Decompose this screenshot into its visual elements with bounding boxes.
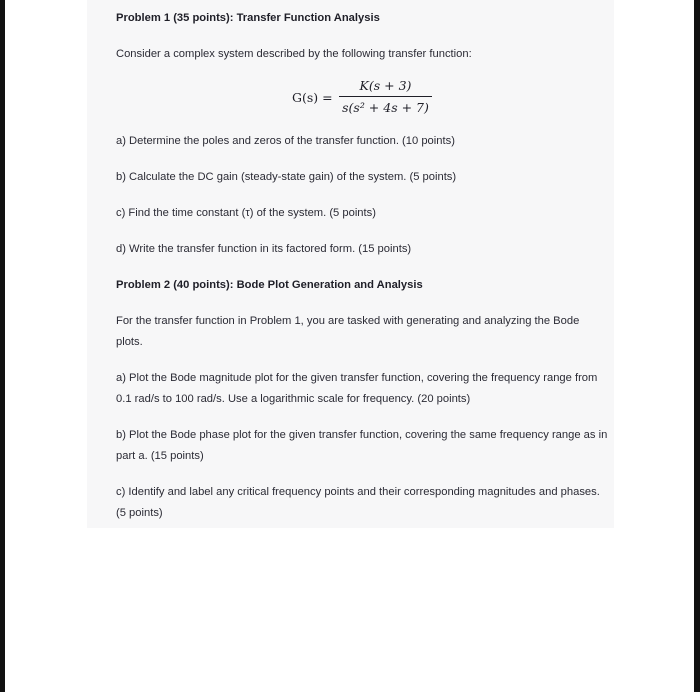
equation-lhs: G(s) =: [292, 90, 333, 105]
window-frame-right: [694, 0, 700, 692]
transfer-function-equation: [292, 78, 442, 120]
window-frame-left: [0, 0, 5, 692]
problem2-part-b: b) Plot the Bode phase plot for the given transfer function, covering the same frequency range as in part a. (15 points): [116, 429, 608, 462]
fraction-bar: [339, 96, 432, 97]
problem2-heading: Problem 2 (40 points): Bode Plot Generation and Analysis: [116, 279, 423, 291]
equation-denominator: s(s² + 4s + 7): [342, 100, 429, 115]
problem1-part-b: b) Calculate the DC gain (steady-state gain) of the system. (5 points): [116, 171, 457, 183]
problem1-part-a: a) Determine the poles and zeros of the transfer function. (10 points): [116, 135, 455, 147]
problem1-intro: Consider a complex system described by the following transfer function:: [116, 48, 472, 60]
problem1-part-c: c) Find the time constant (τ) of the system. (5 points): [116, 207, 376, 219]
problem1-heading: Problem 1 (35 points): Transfer Function Analysis: [116, 12, 380, 24]
equation-numerator: K(s + 3): [359, 78, 412, 93]
problem2-intro: For the transfer function in Problem 1, you are tasked with generating and analyzing the Bode plots.: [116, 315, 580, 348]
equation-fraction: [339, 78, 432, 116]
problem2-part-a: a) Plot the Bode magnitude plot for the given transfer function, covering the frequency range from 0.1 rad/s to 100 rad/s. Use a logarithmic scale for frequency. (20 points): [116, 372, 598, 405]
problem1-part-d: d) Write the transfer function in its factored form. (15 points): [116, 243, 412, 255]
problem2-part-c: c) Identify and label any critical frequency points and their corresponding magnitudes and phases. (5 points): [116, 486, 600, 519]
